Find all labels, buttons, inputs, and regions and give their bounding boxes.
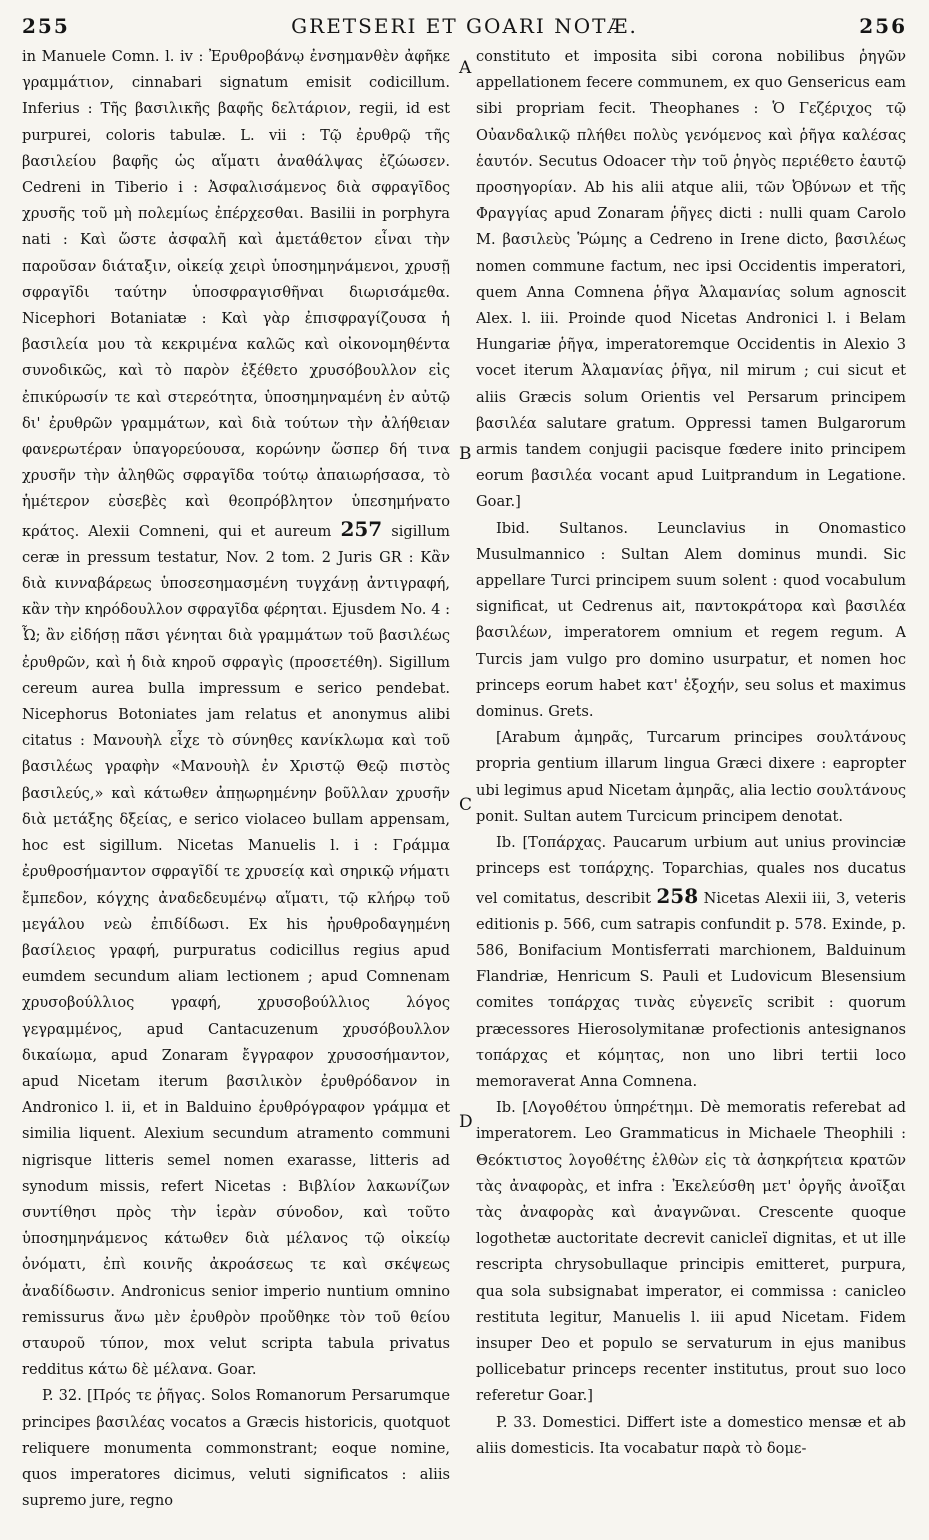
section-marker-b: B	[459, 444, 472, 464]
note-paragraph: [Arabum ἀμηρᾶς, Turcarum principes σουλτάνους propria gentium illarum lingua Græci dixere : eapropter ubi legimus apud Nicetam ἀμηρᾶς, alia lectio σουλτάνους ponit. Sultan autem Turcicum principem denotat.	[476, 729, 906, 825]
right-column	[476, 44, 906, 1534]
margin-page-number: 258	[656, 883, 699, 908]
note-paragraph: Ib. [Λογοθέτου ὑπηρέτημι. Dè memoratis referebat ad imperatorem. Leo Grammaticus in Michaele Theophili : Θεόκτιστος λογοθέτης ἐλθὼν εἰς τὰ ἀσηκρήτεια κρατῶν τὰς ἀναφορὰς, et infra : Ἐκελεύσθη μετ' ὀργῆς ἀνοῖξαι τὰς ἀναφορὰς καὶ ἀναγνῶναι. Crescente quoque logothetæ auctoritate decrevit canicleï dignitas, et ut ille rescripta chrysobullaque principis emitteret, purpura, qua sola subsignabat imperator, ei commissa : canicleo restituta legitur, Manuelis l. iii apud Nicetam. Fidem insuper Deo et populo se servaturum in ejus manibus pollicebatur princeps recenter institutus, prout suo loco referetur Goar.]	[476, 1099, 906, 1405]
paragraph-text: Ib. [Τοπάρχας. Paucarum urbium aut unius provinciæ princeps est τοπάρχης. Toparchias, quales nos ducatus vel comitatus, describit	[476, 834, 906, 907]
note-paragraph	[476, 830, 906, 1095]
left-column	[22, 44, 450, 1534]
page-number-left: 255	[22, 14, 70, 38]
note-paragraph: P. 33. Domestici. Differt iste a domestico mensæ et ab aliis domesticis. Ita vocabatur παρὰ τὸ δομε-	[476, 1413, 906, 1457]
paragraph-text: Nicetas Alexii iii, 3, veteris editionis p. 566, cum satrapis confundit p. 578. Exinde, p. 586, Bonifacium Montisferrati marchionem, Balduinum Flandriæ, Henricum S. Pauli et Ludovicum Blesensium comites τοπάρχας τινὰς εὐγενεῖς scribit : quorum præcessores Hierosolymitanæ profectionis antesignanos τοπάρχας et κόμητας, non uno libri tertii loco memoraverat Anna Comnena.	[476, 889, 906, 1090]
note-paragraph: P. 32. [Πρός τε ῥῆγας. Solos Romanorum Persarumque principes βασιλέας vocatos a Græcis historicis, quotquot reliquere monumenta commonstrant; eoque nomine, quos imperatores dicimus, veluti significatos : aliis supremo jure, regno	[22, 1387, 450, 1510]
section-marker-a: A	[459, 58, 472, 78]
page-number-right: 256	[859, 14, 907, 38]
paragraph-text: sigillum ceræ in pressum testatur, Nov. 2 tom. 2 Juris GR : Κἂν διὰ κινναβάρεως ὑποσεσημασμένη τυγχάνῃ ἀντιγραφή, κἂν τὴν κηρόδουλλον σφραγῖδα φέρηται. Ejusdem No. 4 : Ὦ; ἂν εἰδήσῃ πᾶσι γένηται διὰ γραμμάτων τοῦ βασιλέως ἐρυθρῶν, καὶ ἡ διὰ κηροῦ σφραγὶς (προσετέθη). Sigillum cereum aurea bulla impressum e serico pendebat. Nicephorus Botoniates jam relatus et anonymus alibi citatus : Μανουὴλ εἶχε τὸ σύνηθες κανίκλωμα καὶ τοῦ βασιλέως γραφὴν «Μανουὴλ ἐν Χριστῷ Θεῷ πιστὸς βασιλεύς,» καὶ κάτωθεν ἀπῃωρημένην βοῦλλαν χρυσῆν διὰ μετάξης δξείας, e serico violaceo bullam appensam, hoc est sigillum. Nicetas Manuelis l. i : Γράμμα ἐρυθροσήμαντον σφραγῖδί τε χρυσείᾳ καὶ σηρικῷ νήματι ἔμπεδον, κόγχης ἀναδεδευμένῳ αἵματι, τῷ κλήρῳ τοῦ μεγάλου νεὼ ἐπιδίδωσι. Ex his ἠρυθροδαγημένη βασίλειος γραφή, purpuratus codicillus regius apud eumdem secundum aliam lectionem ; apud Comnenam χρυσοβούλλιος γραφή, χρυσοβούλλιος λόγος γεγραμμένος, apud Cantacuzenum χρυσόβουλλον δικαίωμα, apud Zonaram ἔγγραφον χρυσοσήμαντον, apud Nicetam iterum βασιλικὸν ἐρυθρόδανον in Andronico l. ii, et in Balduino ἐρυθρόγραφον γράμμα et similia liquent. Alexium secundum atramento communi nigrisque litteris semel nomen exarasse, litteris ad synodum missis, refert Nicetas : Βιβλίον λακωνίζων συντίθησι πρὸς τὴν ἱερὰν σύνοδον, καὶ τοῦτο ὑποσημηνάμενος κάτωθεν διὰ μέλανος τῷ οἰκείῳ ὀνόματι, ἐπὶ κοινῆς ἀκροάσεως τε καὶ σκέψεως ἀναδίδωσιν. Andronicus senior imperio nuntium omnino remissurus ἄνω μὲν ἐρυθρὸν προὔθηκε τὸν τοῦ θείου σταυροῦ τύπον, mox velut scripta tabula privatus redditus κάτω δὲ μέλανα. Goar.	[22, 522, 450, 1379]
note-paragraph	[22, 44, 450, 1383]
paragraph-text: in Manuele Comn. l. iv : Ἐρυθροβάνῳ ἐνσημανθὲν ἀφῆκε γραμμάτιον, cinnabari signatum emisit codicillum. Inferius : Τῆς βασιλικῆς βαφῆς δελτάριον, regii, id est purpurei, coloris tabulæ. L. vii : Τῷ ἐρυθρῷ τῆς βασιλείου βαφῆς ὡς αἵματι ἀναθάλψας ἐζώωσεν. Cedreni in Tiberio i : Ἀσφαλισάμενος διὰ σφραγῖδος χρυσῆς τοῦ μὴ πολεμίως ἐπέρχεσθαι. Basilii in porphyra nati : Καὶ ὥστε ἀσφαλῆ καὶ ἀμετάθετον εἶναι τὴν παροῦσαν διάταξιν, οἰκείᾳ χειρὶ ὑποσημηνάμενοι, χρυσῇ σφραγῖδι ταύτην ὑποσφραγισθῆναι διωρισάμεθα. Nicephori Botaniatæ : Καὶ γὰρ ἐπισφραγίζουσα ἡ βασιλεία μου τὰ κεκριμένα καλῶς καὶ οἰκονομηθέντα συνοδικῶς, καὶ τὸ παρὸν ἐξέθετο χρυσόβουλλον εἰς ἐπικύρωσίν τε καὶ στερεότητα, ὑποσημηναμένη ἐν αὐτῷ δι' ἐρυθρῶν γραμμάτων, καὶ διὰ τούτων τὴν ἀλήθειαν φανερωτέραν ὑπαγορεύουσα, κορώνην ὥσπερ δή τινα χρυσῆν τὴν ἀληθῶς σφραγῖδα τούτῳ ἀπαιωρήσασα, τὸ ἡμέτερον εὐσεβὲς καὶ θεοπρόβλητον ὑπεσημήνατο κράτος. Alexii Comneni, qui et aureum	[22, 48, 450, 540]
section-marker-c: C	[459, 795, 473, 815]
running-title: GRETSERI ET GOARI NOTÆ.	[291, 14, 638, 38]
margin-page-number: 257	[340, 516, 383, 541]
note-paragraph: constituto et imposita sibi corona nobilibus ῥηγῶν appellationem fecere communem, ex quo Gensericus eam sibi propriam fecit. Theophanes : Ὁ Γεζέριχος τῷ Οὐανδαλικῷ πλήθει πολὺς γενόμενος καὶ ῥῆγα καλέσας ἑαυτόν. Secutus Odoacer τὴν τοῦ ῥηγὸς περιέθετο ἑαυτῷ προσηγορίαν. Ab his alii atque alii, τῶν Ὀβύνων et τῆς Φραγγίας apud Zonaram ῥῆγες dicti : nulli quam Carolo M. βασιλεὺς Ῥώμης a Cedreno in Irene dicto, βασιλέως nomen commune factum, nec ipsi Occidentis imperatori, quem Anna Comnena ῥῆγα Ἀλαμανίας solum agnoscit Alex. l. iii. Proinde quod Nicetas Andronici l. i Belam Hungariæ ῥῆγα, imperatoremque Occidentis in Alexio 3 vocet iterum Ἀλαμανίας ῥῆγα, nil mirum ; cui sicut et aliis Græcis solum Orientis vel Persarum principem βασιλέα salutare gratum. Oppressi tamen Bulgarorum armis tandem conjugii pacisque fœdere inito principem eorum βασιλέα vocant apud Luitprandum in Legatione. Goar.]	[476, 48, 906, 511]
running-header	[22, 14, 907, 42]
section-marker-d: D	[459, 1112, 473, 1132]
note-paragraph: Ibid. Sultanos. Leunclavius in Onomastico Musulmannico : Sultan Alem dominus mundi. Sic appellare Turci principem suum solent : quod vocabulum significat, ut Cedrenus ait, παντοκράτορα καὶ βασιλέα βασιλέων, imperatorem omnium et regem regum. A Turcis jam vulgo pro domino usurpatur, et nomen hoc princeps eorum habet κατ' ἐξοχήν, seu solus et maximus dominus. Grets.	[476, 519, 906, 721]
